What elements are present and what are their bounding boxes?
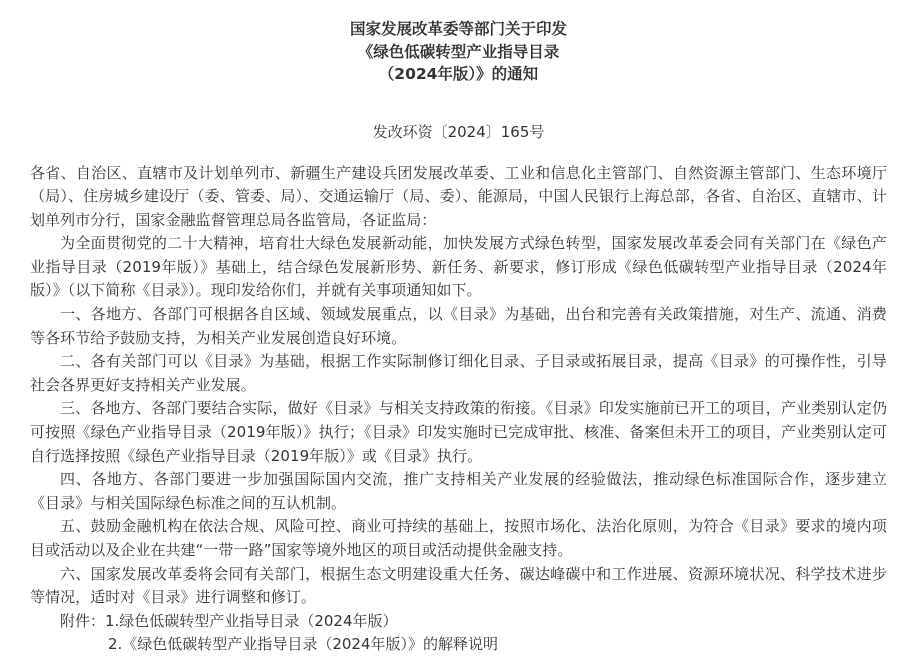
item-1-paragraph: 一、各地方、各部门可根据各自区域、领域发展重点，以《目录》为基础，出台和完善有关政策措施，对生产、流通、消费等各环节给予鼓励支持，为相关产业发展创造良好环境。 (30, 305, 887, 347)
title-line-2: 《绿色低碳转型产业指导目录 (357, 42, 560, 61)
notice-title (30, 0, 887, 86)
title-line-3: （2024年版）》的通知 (378, 65, 539, 83)
intro-paragraph: 为全面贯彻党的二十大精神，培育壮大绿色发展新动能，加快发展方式绿色转型，国家发展改革委会同有关部门在《绿色产业指导目录（2019年版）》基础上，结合绿色发展新形势、新任务、新要求，修订形成《绿色低碳转型产业指导目录（2024年版）》（以下简称《目录》）。现印发给你们，并就有关事项通知如下。 (30, 234, 887, 300)
attachment-2: 2.《绿色低碳转型产业指导目录（2024年版）》的解释说明 (108, 635, 498, 654)
item-6-paragraph: 六、国家发展改革委将会同有关部门，根据生态文明建设重大任务、碳达峰碳中和工作进展、资源环境状况、科学技术进步等情况，适时对《目录》进行调整和修订。 (30, 564, 887, 607)
item-2-paragraph: 二、各有关部门可以《目录》为基础，根据工作实际制修订细化目录、子目录或拓展目录，提高《目录》的可操作性，引导社会各界更好支持相关产业发展。 (30, 352, 887, 394)
item-3-paragraph: 三、各地方、各部门要结合实际，做好《目录》与相关支持政策的衔接。《目录》印发实施前已开工的项目，产业类别认定仍可按照《绿色产业指导目录（2019年版）》执行；《目录》印发实施时已完成审批、核准、备案但未开工的项目，产业类别认定可自行选择按照《绿色产业指导目录（2019年版）》或《目录》执行。 (30, 399, 887, 465)
attachment-1: 附件：1.绿色低碳转型产业指导目录（2024年版） (60, 611, 398, 630)
addressee-paragraph: 各省、自治区、直辖市及计划单列市、新疆生产建设兵团发展改革委、工业和信息化主管部门、自然资源主管部门、生态环境厅（局）、住房城乡建设厅（委、管委、局）、交通运输厅（局、委）、能源局，中国人民银行上海总部，各省、自治区、直辖市、计划单列市分行，国家金融监督管理总局各监管局，各证监局： (30, 163, 887, 229)
document-number: 发改环资〔2024〕165号 (372, 122, 545, 141)
notice-body (30, 162, 887, 657)
title-line-1: 国家发展改革委等部门关于印发 (349, 20, 567, 38)
item-4-paragraph: 四、各地方、各部门要进一步加强国际国内交流，推广支持相关产业发展的经验做法，推动绿色标准国际合作，逐步建立《目录》与相关国际绿色标准之间的互认机制。 (30, 470, 887, 512)
item-5-paragraph: 五、鼓励金融机构在依法合规、风险可控、商业可持续的基础上，按照市场化、法治化原则，为符合《目录》要求的境内项目或活动以及企业在共建“一带一路”国家等境外地区的项目或活动提供金融支持。 (30, 517, 887, 559)
